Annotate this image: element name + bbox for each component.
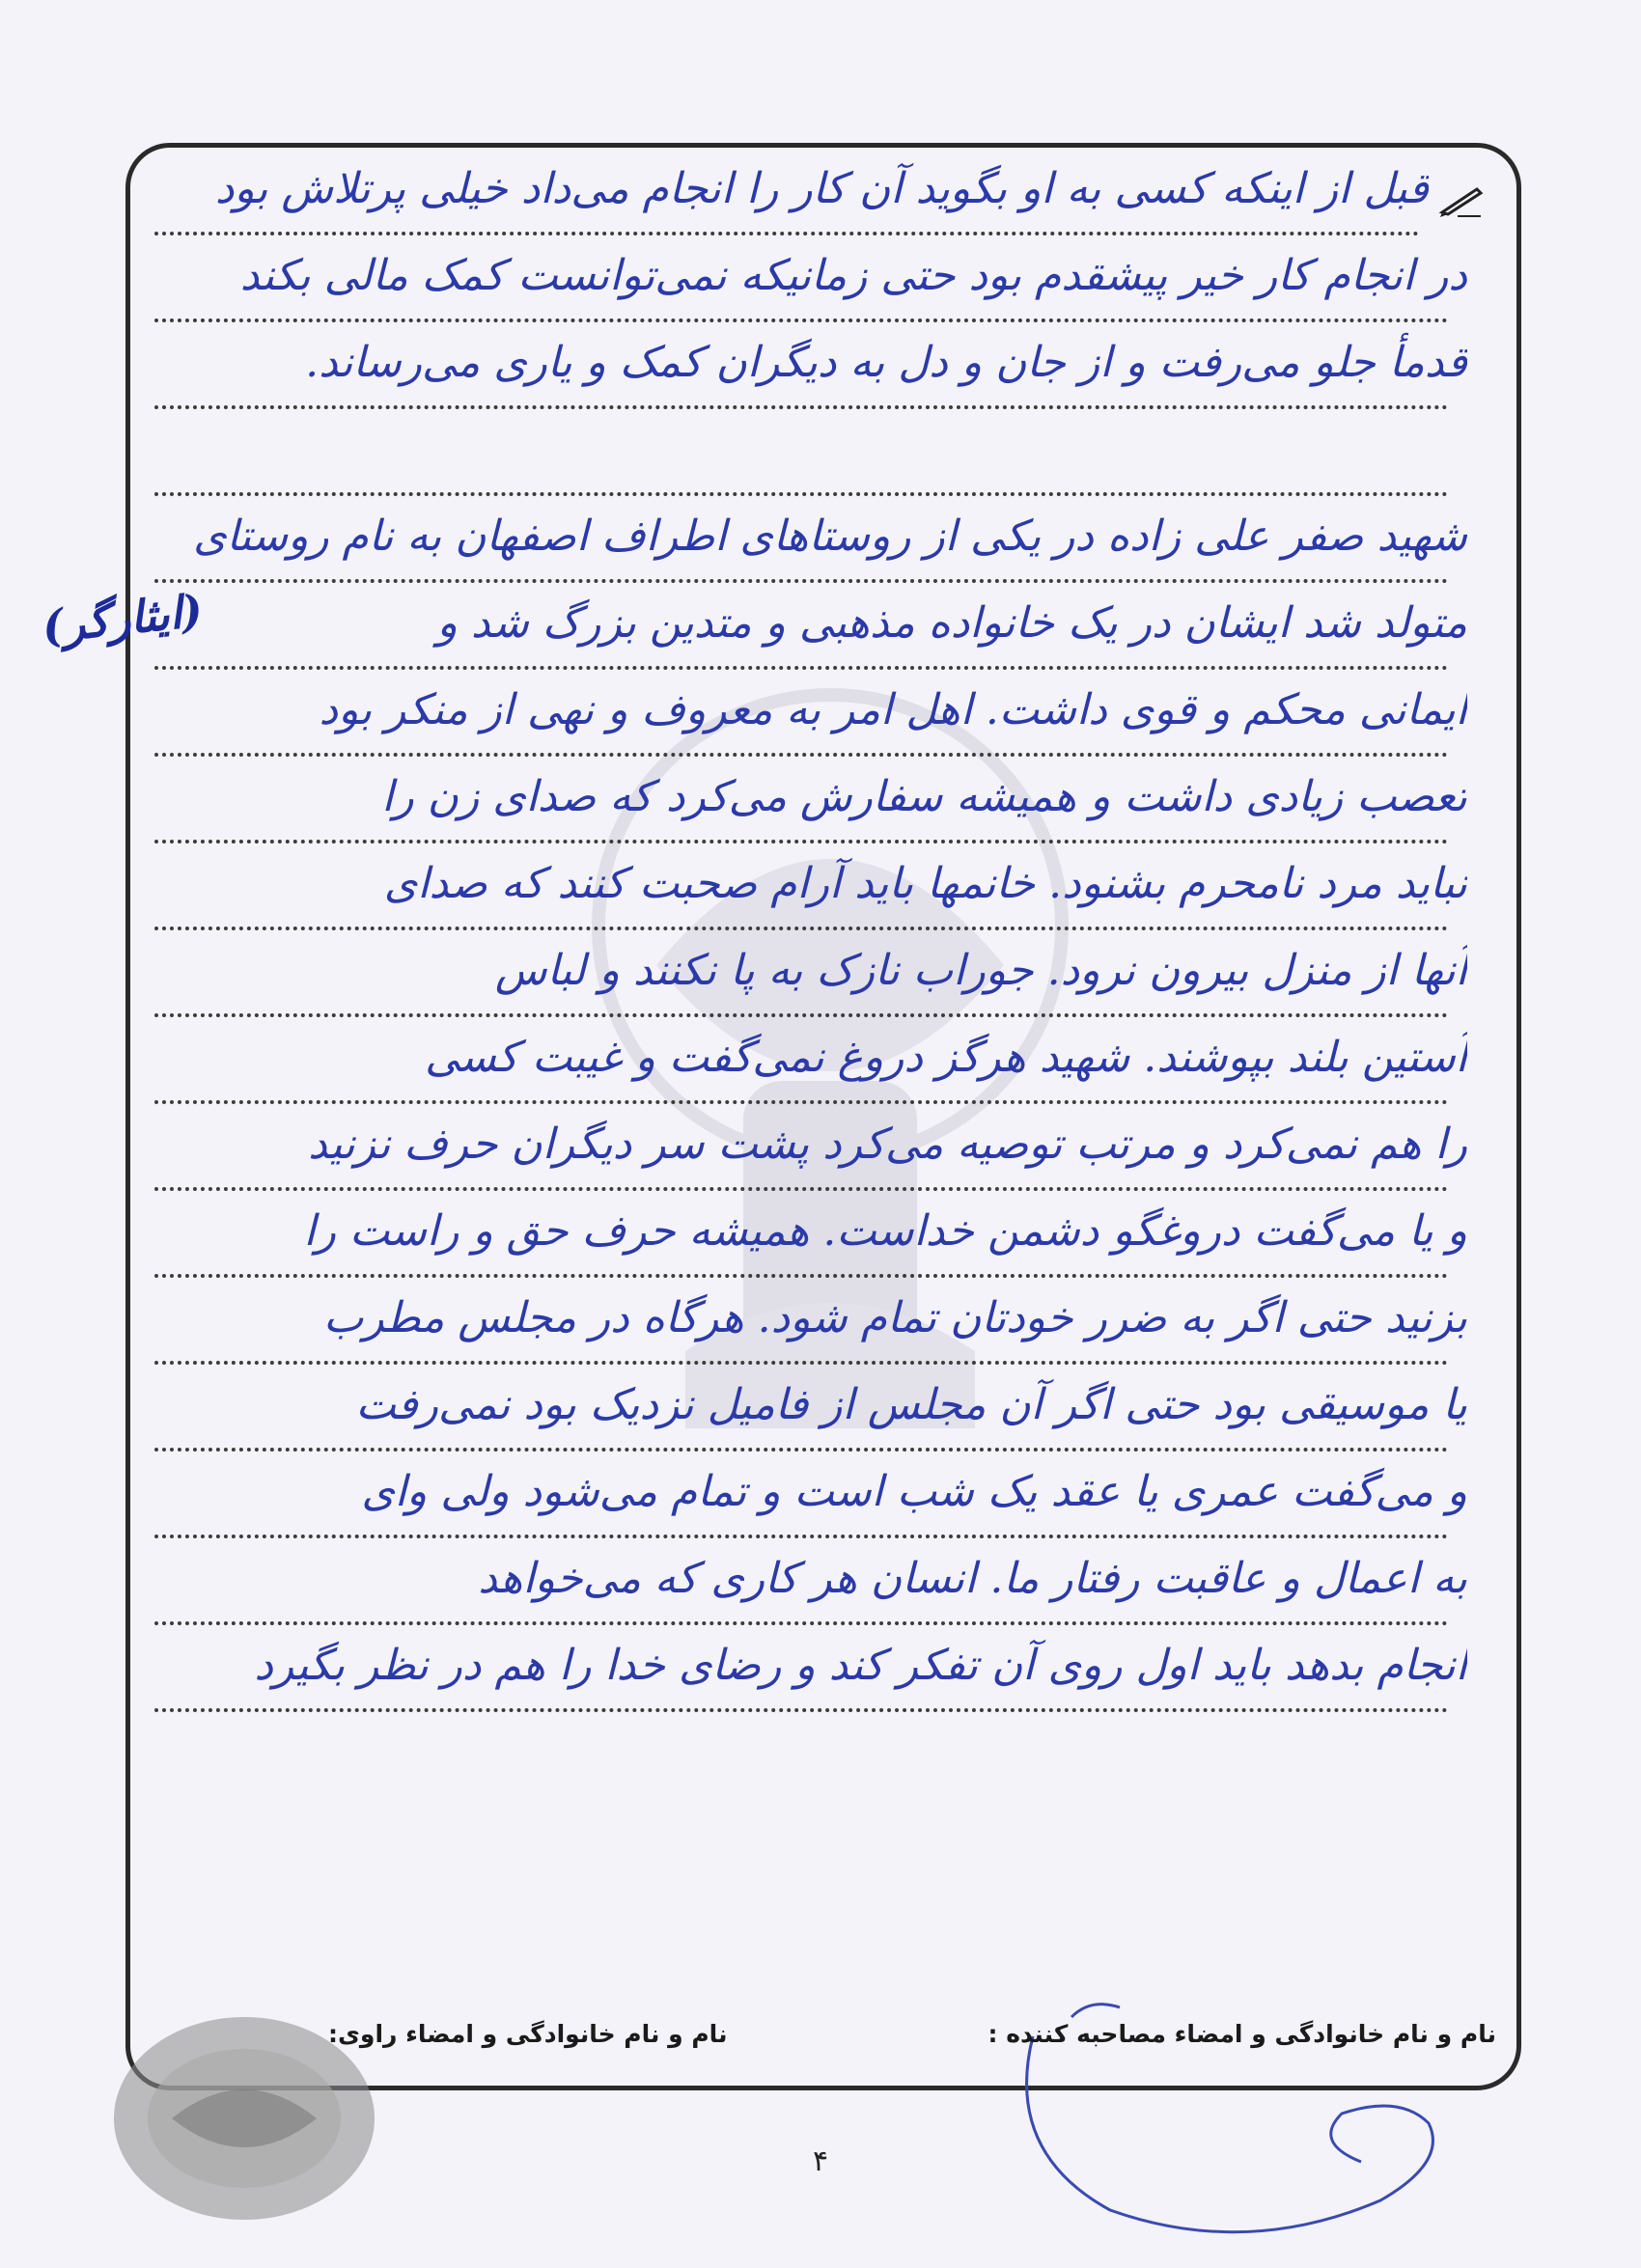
handwritten-line: بزنید حتی اگر به ضرر خودتان تمام شود. هرگاه در مجلس مطرب [322, 1293, 1467, 1342]
handwritten-line: را هم نمی‌کرد و مرتب توصیه می‌کرد پشت سر دیگران حرف نزنید [308, 1120, 1467, 1169]
handwritten-line: شهید صفر علی زاده در یکی از روستاهای اطراف اصفهان به نام روستای [193, 512, 1467, 561]
handwritten-line: ایمانی محکم و قوی داشت. اهل امر به معروف و نهی از منکر بود [319, 685, 1467, 734]
handwritten-line: آستین بلند بپوشند. شهید هرگز دروغ نمی‌گفت و غیبت کسی [425, 1033, 1467, 1082]
handwritten-line: انجام بدهد باید اول روی آن تفکر کند و رضای خدا را هم در نظر بگیرد [254, 1641, 1467, 1690]
handwritten-line: به اعمال و عاقبت رفتار ما. انسان هر کاری که می‌خواهد [478, 1554, 1467, 1603]
handwritten-line: در انجام کار خیر پیشقدم بود حتی زمانیکه نمی‌توانست کمک مالی بکند [239, 251, 1467, 300]
pen-writing-icon [1438, 183, 1485, 218]
handwritten-line: تعصب زیادی داشت و همیشه سفارش می‌کرد که صدای زن را [381, 772, 1467, 821]
handwritten-line: قدمأ جلو می‌رفت و از جان و دل به دیگران کمک و یاری می‌رساند. [305, 338, 1467, 387]
handwritten-line: قبل از اینکه کسی به او بگوید آن کار را انجام می‌داد خیلی پرتلاش بود [214, 164, 1429, 213]
handwritten-line [145, 409, 1467, 490]
handwritten-line: و یا می‌گفت دروغگو دشمن خداست. همیشه حرف حق و راست را [303, 1206, 1467, 1256]
narrator-signature-label: نام و نام خانوادگی و امضاء راوی: [328, 2020, 728, 2048]
handwritten-line: آنها از منزل بیرون نرود. جوراب نازک به پا نکنند و لباس [494, 946, 1467, 995]
interviewer-signature-label: نام و نام خانوادگی و امضاء مصاحبه کننده : [987, 2020, 1496, 2048]
handwritten-line: متولد شد ایشان در یک خانواده مذهبی و متدین بزرگ شد و [436, 598, 1467, 648]
handwritten-line: و می‌گفت عمری یا عقد یک شب است و تمام می‌شود ولی وای [361, 1467, 1467, 1516]
page-number: ۴ [812, 2144, 829, 2178]
handwritten-line: نباید مرد نامحرم بشنود. خانمها باید آرام صحبت کنند که صدای [383, 859, 1467, 908]
margin-note: (ایثارگر) [40, 584, 206, 653]
handwritten-line: یا موسیقی بود حتی اگر آن مجلس از فامیل نزدیک بود نمی‌رفت [355, 1380, 1467, 1429]
